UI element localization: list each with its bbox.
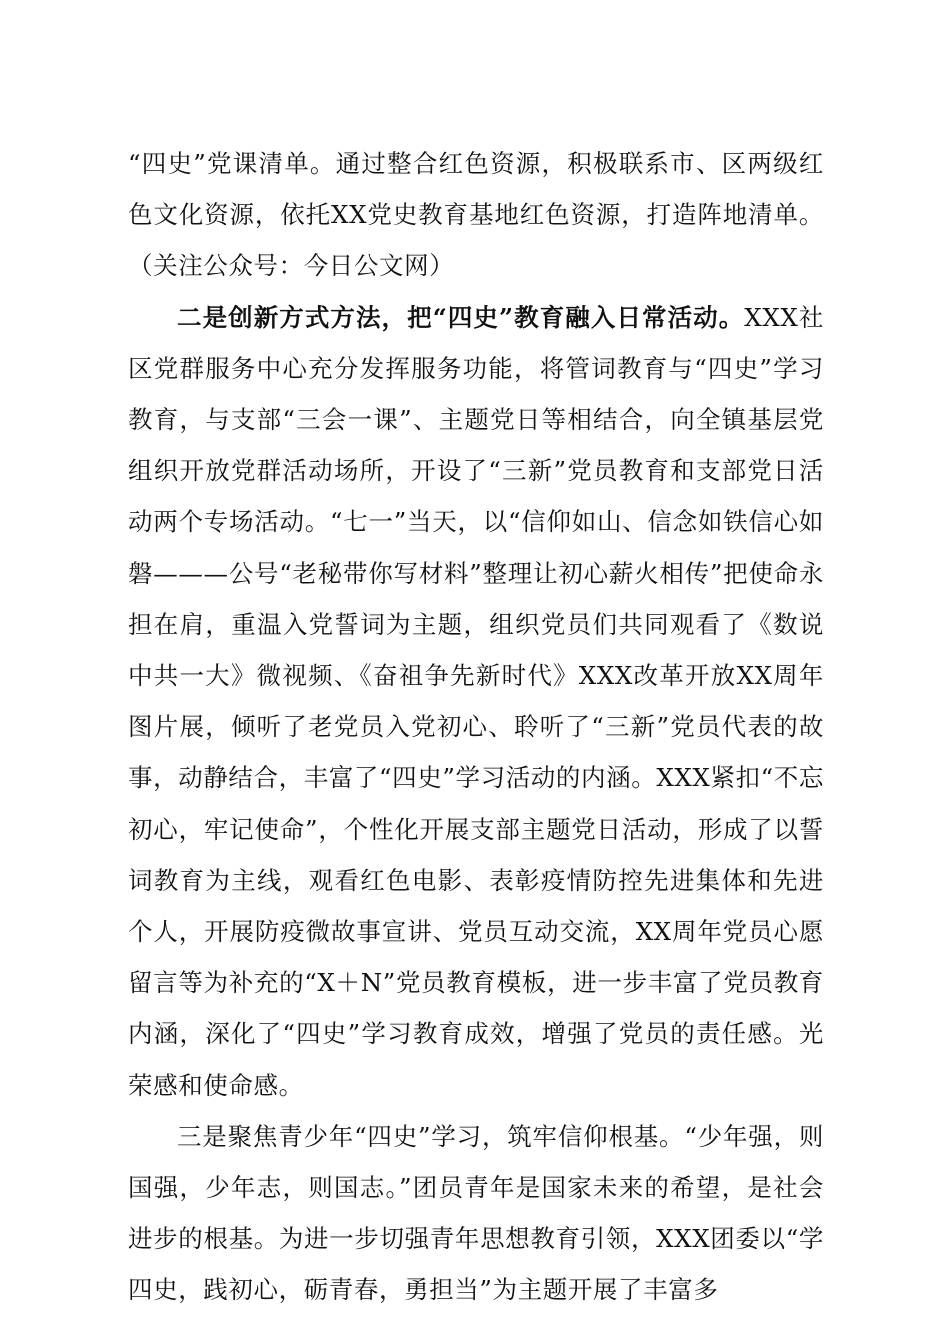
paragraph-third-point xyxy=(128,1111,824,1316)
paragraph-text: “少年强，则国强，少年志，则国志。”团员青年是国家未来的希望，是社会进步的根基。为进一步切强青年思想教育引领，XXX团委以“学四史，践初心，砺青春，勇担当”为主题开展了丰富多 xyxy=(128,1121,825,1305)
paragraph-heading: 三是聚焦青少年“四史”学习，筑牢信仰根基。 xyxy=(177,1121,685,1151)
document-body xyxy=(128,138,824,1316)
paragraph-second-point xyxy=(128,292,824,1111)
paragraph-continued xyxy=(128,138,824,292)
paragraph-text: “四史”党课清单。通过整合红色资源，积极联系市、区两级红色文化资源，依托XX党史教育基地红色资源，打造阵地清单。（关注公众号：今日公文网） xyxy=(128,149,824,281)
paragraph-text: XXX社区党群服务中心充分发挥服务功能，将管词教育与“四史”学习教育，与支部“三会一课”、主题党日等相结合，向全镇基层党组织开放党群活动场所，开设了“三新”党员教育和支部党日活动两个专场活动。“七一”当天，以“信仰如山、信念如铁信心如磐———公号“老秘带你写材料”整理让初心薪火相传”把使命永担在肩，重温入党誓词为主题，组织党员们共同观看了《数说中共一大》微视频、《奋祖争先新时代》XXX改革开放XX周年图片展，倾听了老党员入党初心、聆听了“三新”党员代表的故事，动静结合，丰富了“四史”学习活动的内涵。XXX紧扣“不忘初心，牢记使命”，个性化开展支部主题党日活动，形成了以誓词教育为主线，观看红色电影、表彰疫情防控先进集体和先进个人，开展防疫微故事宣讲、党员互动交流，XX周年党员心愿留言等为补充的“X＋N”党员教育模板，进一步丰富了党员教育内涵，深化了“四史”学习教育成效，增强了党员的责任感。光荣感和使命感。 xyxy=(128,302,824,1100)
paragraph-heading: 二是创新方式方法，把“四史”教育融入日常活动。 xyxy=(177,302,745,332)
